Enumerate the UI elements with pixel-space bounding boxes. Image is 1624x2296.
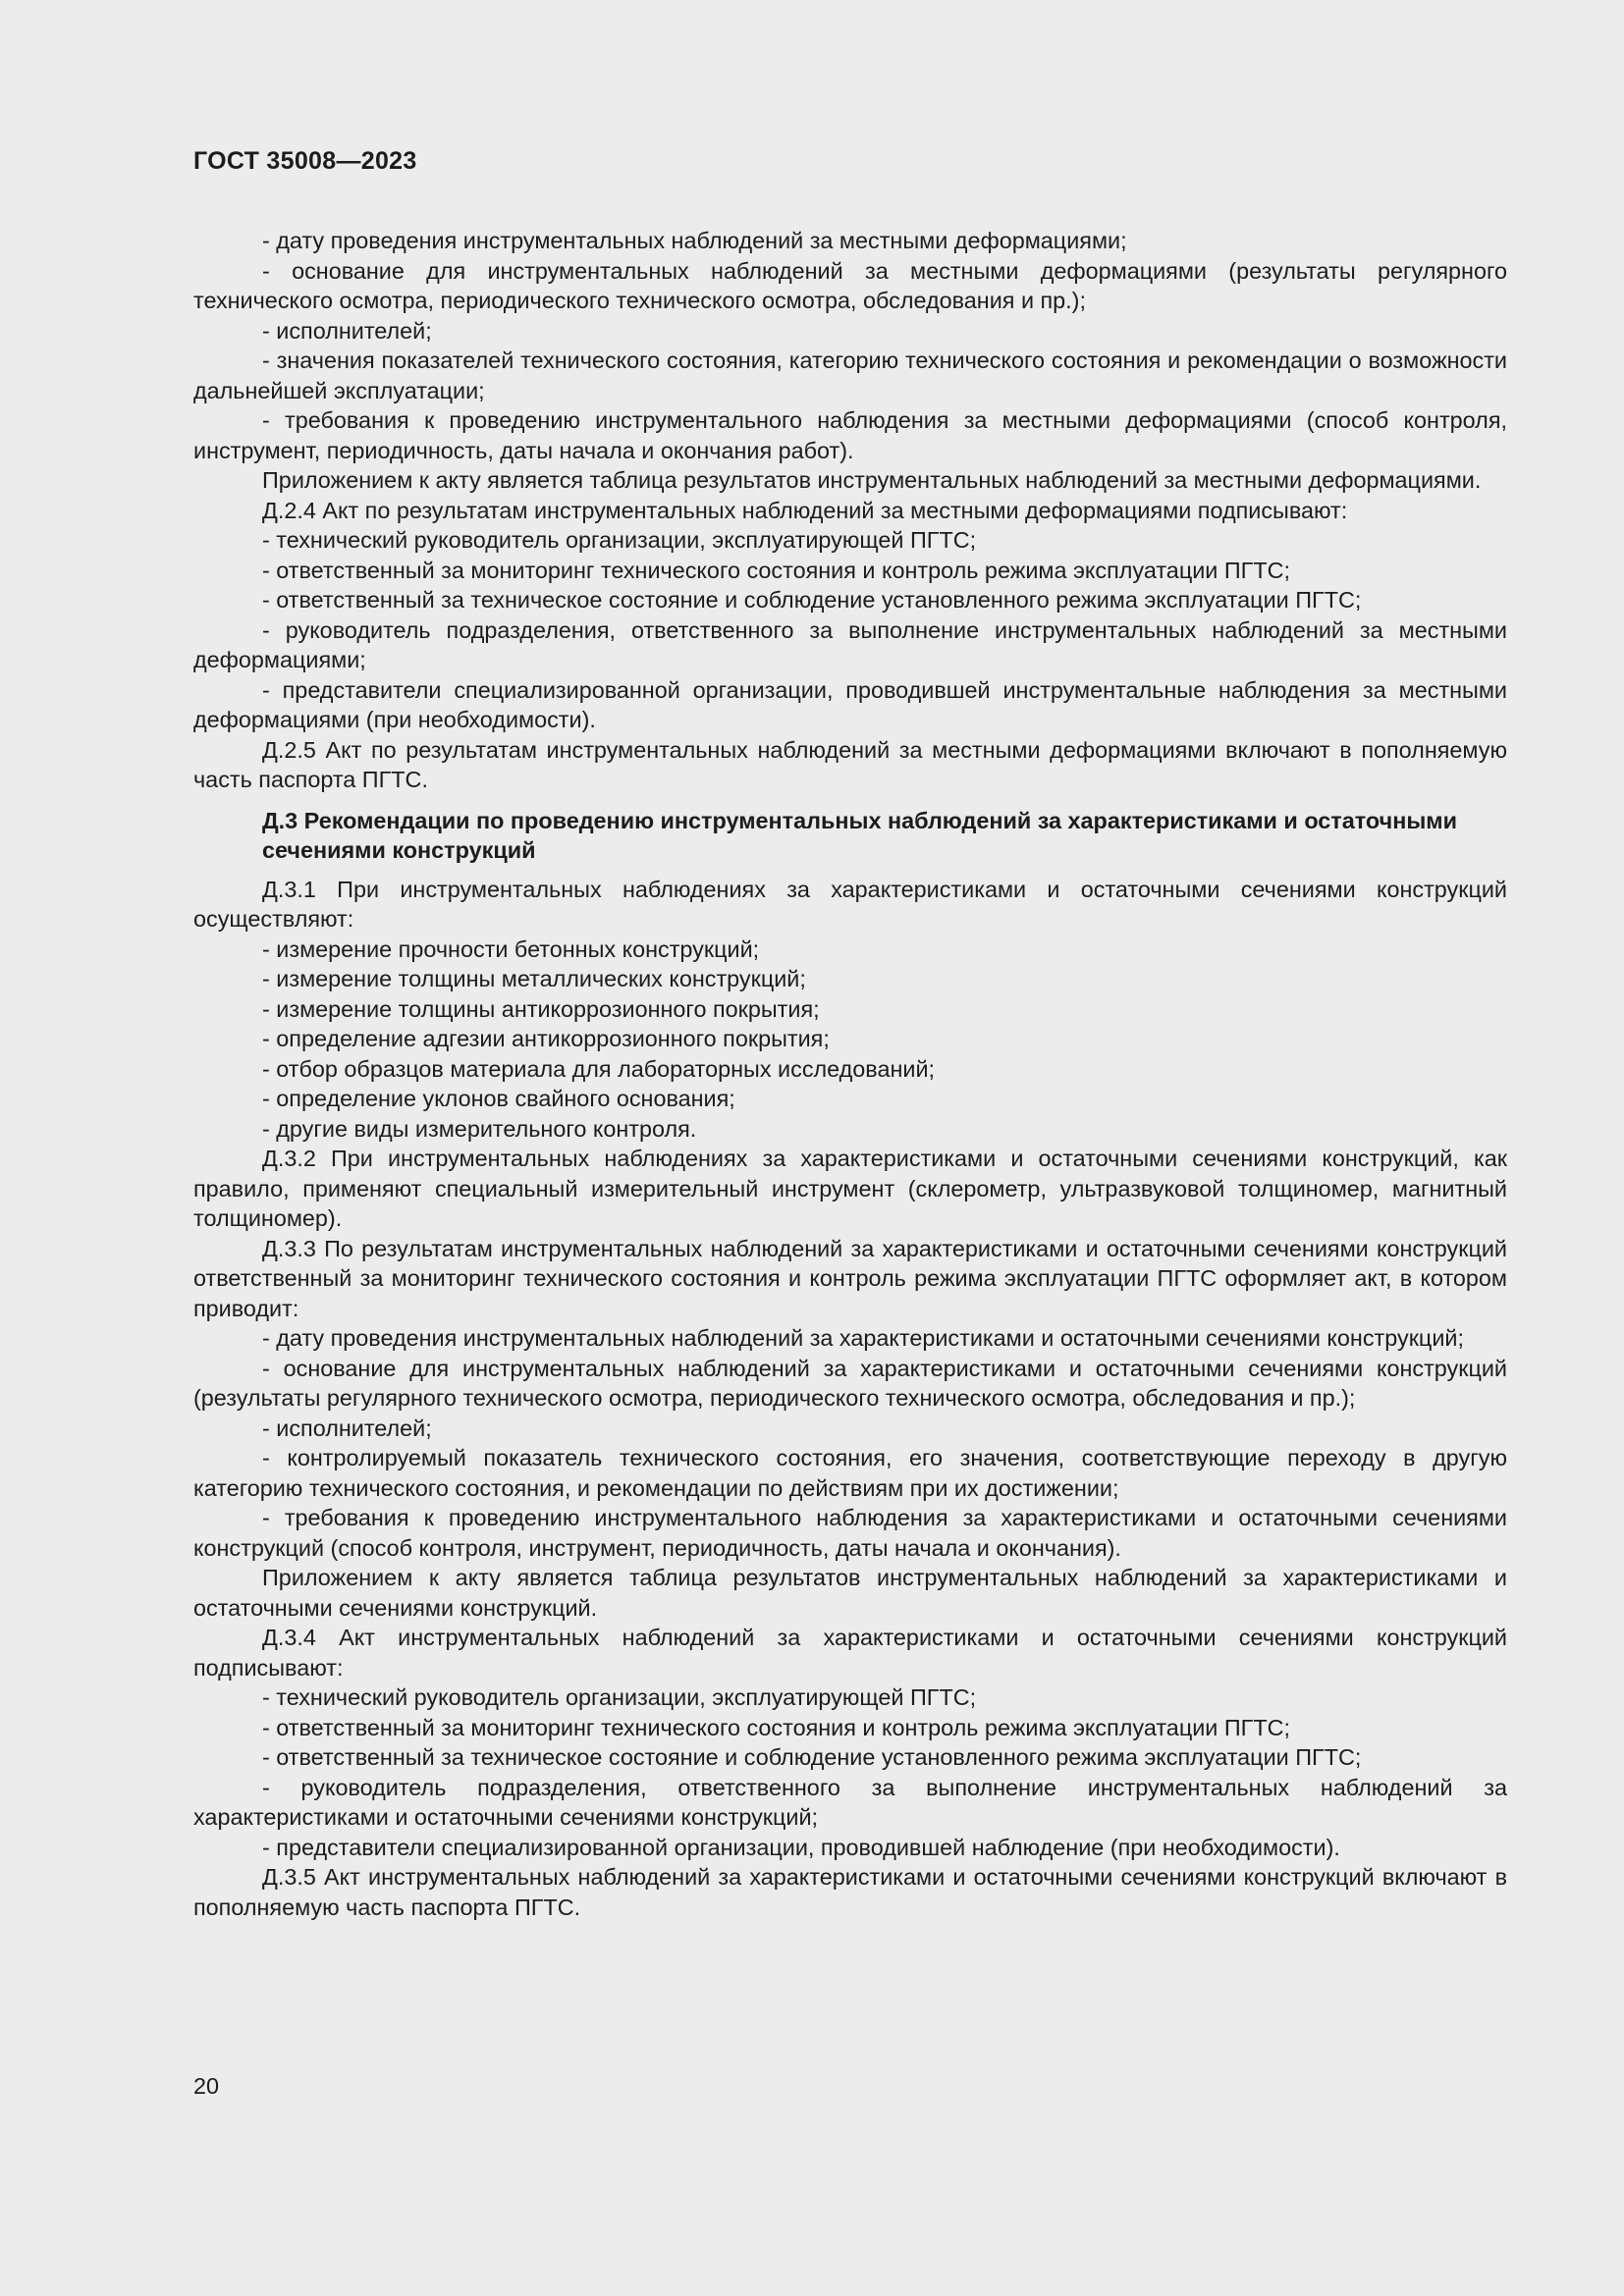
list-item: - технический руководитель организации, эксплуатирующей ПГТС;: [262, 1684, 977, 1710]
paragraph: Д.2.5 Акт по результатам инструментальных наблюдений за местными деформациями включают в пополняемую часть паспорта ПГТС.: [193, 736, 1507, 792]
list-item: - исполнителей;: [262, 1415, 432, 1441]
paragraph: Д.2.4 Акт по результатам инструментальных наблюдений за местными деформациями подписывают:: [262, 497, 1348, 523]
paragraph: Приложением к акту является таблица результатов инструментальных наблюдений за характеристиками и остаточными сечениями конструкций.: [193, 1565, 1507, 1621]
paragraph: Д.3.1 При инструментальных наблюдениях за характеристиками и остаточными сечениями конструкций осуществляют:: [193, 876, 1507, 932]
document-body: [193, 226, 1507, 1922]
list-item: - отбор образцов материала для лабораторных исследований;: [262, 1055, 936, 1082]
paragraph: Приложением к акту является таблица результатов инструментальных наблюдений за местными деформациями.: [262, 467, 1482, 493]
list-item: - дату проведения инструментальных наблюдений за местными деформациями;: [262, 228, 1127, 253]
list-item: - значения показателей технического состояния, категорию технического состояния и рекомендации о возможности дальнейшей эксплуатации;: [193, 347, 1507, 403]
list-item: - ответственный за мониторинг технического состояния и контроль режима эксплуатации ПГТС;: [262, 1714, 1291, 1740]
paragraphs-before-heading: [193, 226, 1507, 795]
list-item: - ответственный за техническое состояние и соблюдение установленного режима эксплуатации ПГТС;: [262, 1744, 1362, 1770]
list-item: - измерение толщины антикоррозионного покрытия;: [262, 995, 820, 1022]
list-item: - руководитель подразделения, ответственного за выполнение инструментальных наблюдений за местными деформациями;: [193, 616, 1507, 672]
list-item: - измерение прочности бетонных конструкций;: [262, 935, 760, 962]
list-item: - технический руководитель организации, эксплуатирующей ПГТС;: [262, 527, 977, 553]
paragraph: Д.3.4 Акт инструментальных наблюдений за характеристиками и остаточными сечениями конструкций подписывают:: [193, 1625, 1507, 1681]
list-item: - представители специализированной организации, проводившей наблюдение (при необходимости).: [262, 1834, 1340, 1860]
paragraph: Д.3.3 По результатам инструментальных наблюдений за характеристиками и остаточными сечениями конструкций ответственный за мониторинг технического состояния и контроль режима эксплуатации ПГТС оформляет акт, в котором приводит:: [193, 1235, 1507, 1321]
list-item: - дату проведения инструментальных наблюдений за характеристиками и остаточными сечениями конструкций;: [262, 1325, 1464, 1351]
paragraph: Д.3.2 При инструментальных наблюдениях за характеристиками и остаточными сечениями конструкций, как правило, применяют специальный измерительный инструмент (склерометр, ультразвуковой толщиномер, магнитный толщиномер).: [193, 1146, 1507, 1231]
paragraphs-after-heading: [193, 875, 1507, 1923]
list-item: - контролируемый показатель технического состояния, его значения, соответствующие переходу в другую категорию технического состояния, и рекомендации по действиям при их достижении;: [193, 1445, 1507, 1501]
page-number: 20: [193, 2073, 220, 2099]
list-item: - ответственный за техническое состояние и соблюдение установленного режима эксплуатации ПГТС;: [262, 587, 1362, 613]
paragraph: Д.3.5 Акт инструментальных наблюдений за характеристиками и остаточными сечениями конструкций включают в пополняемую часть паспорта ПГТС.: [193, 1864, 1507, 1920]
list-item: - другие виды измерительного контроля.: [262, 1115, 697, 1142]
list-item: - требования к проведению инструментального наблюдения за местными деформациями (способ контроля, инструмент, периодичность, даты начала и окончания работ).: [193, 407, 1507, 463]
list-item: - определение уклонов свайного основания;: [262, 1086, 735, 1111]
list-item: - ответственный за мониторинг технического состояния и контроль режима эксплуатации ПГТС;: [262, 557, 1291, 583]
list-item: - представители специализированной организации, проводившей инструментальные наблюдения за местными деформациями (при необходимости).: [193, 676, 1507, 732]
section-heading: Д.3 Рекомендации по проведению инструментальных наблюдений за характеристиками и остаточными сечениями конструкций: [262, 807, 1457, 863]
list-item: - требования к проведению инструментального наблюдения за характеристиками и остаточными сечениями конструкций (способ контроля, инструмент, периодичность, даты начала и окончания).: [193, 1505, 1507, 1561]
list-item: - измерение толщины металлических конструкций;: [262, 966, 806, 991]
list-item: - руководитель подразделения, ответственного за выполнение инструментальных наблюдений за характеристиками и остаточными сечениями конструкций;: [193, 1774, 1507, 1830]
list-item: - исполнителей;: [262, 317, 432, 344]
list-item: - определение адгезии антикоррозионного покрытия;: [262, 1026, 830, 1051]
list-item: - основание для инструментальных наблюдений за характеристиками и остаточными сечениями конструкций (результаты регулярного технического осмотра, периодического технического осмотра, обследования и пр.);: [193, 1355, 1507, 1411]
document-title: ГОСТ 35008—2023: [193, 147, 417, 175]
list-item: - основание для инструментальных наблюдений за местными деформациями (результаты регулярного технического осмотра, периодического технического осмотра, обследования и пр.);: [193, 257, 1507, 313]
